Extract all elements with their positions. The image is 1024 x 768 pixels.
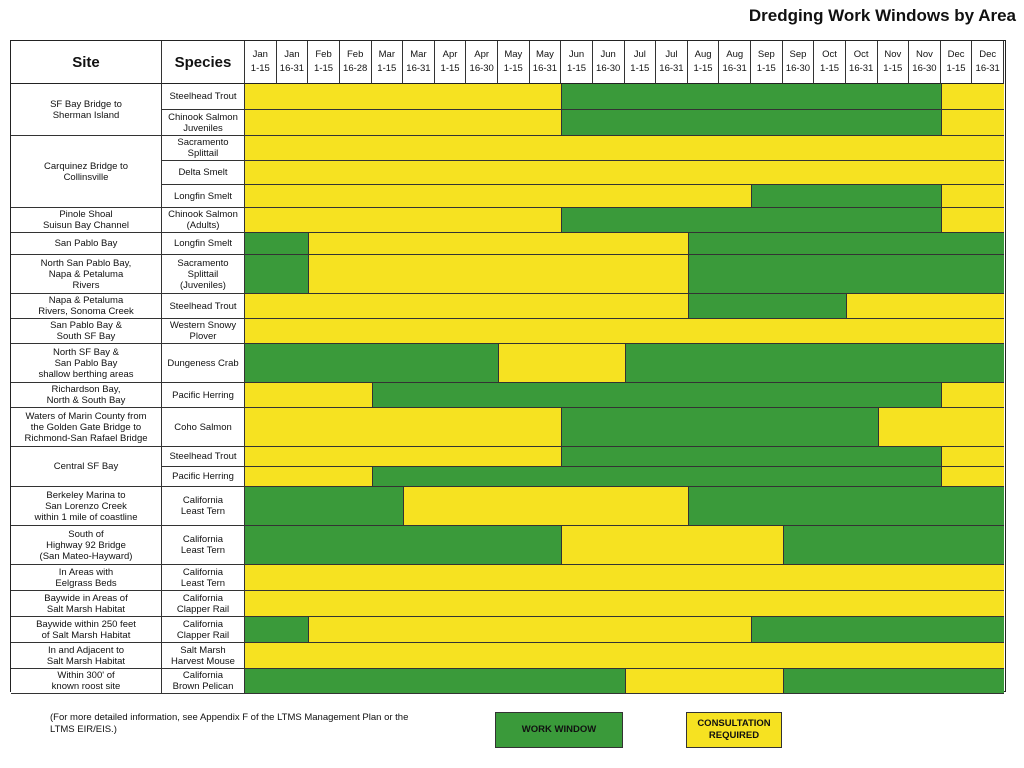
period-month: Dec bbox=[979, 49, 997, 60]
consultation-bar bbox=[245, 319, 1004, 344]
period-days: 16-31 bbox=[406, 63, 431, 74]
site-label: North San Pablo Bay, Napa & Petaluma Rivers bbox=[40, 257, 132, 291]
period-month: Feb bbox=[347, 49, 364, 60]
site-cell bbox=[11, 408, 162, 447]
consultation-bar bbox=[245, 591, 1004, 617]
period-header bbox=[719, 41, 751, 84]
work-window-bar bbox=[245, 669, 625, 694]
period-header bbox=[593, 41, 625, 84]
consultation-bar bbox=[245, 84, 561, 110]
species-label: Steelhead Trout bbox=[169, 91, 237, 102]
period-header bbox=[277, 41, 309, 84]
consultation-bar bbox=[245, 208, 561, 233]
period-month: Jul bbox=[633, 49, 646, 60]
consultation-bar bbox=[941, 185, 1004, 208]
species-cell bbox=[162, 487, 245, 526]
period-month: Oct bbox=[853, 49, 869, 60]
period-month: Apr bbox=[442, 49, 458, 60]
period-header bbox=[878, 41, 910, 84]
species-cell bbox=[162, 617, 245, 643]
consultation-bar bbox=[941, 447, 1004, 467]
work-window-bar bbox=[688, 294, 846, 319]
consultation-bar bbox=[245, 110, 561, 136]
species-label: Sacramento Splittail (Juveniles) bbox=[177, 257, 229, 291]
site-label: Baywide in Areas of Salt Marsh Habitat bbox=[44, 592, 128, 615]
period-header bbox=[435, 41, 467, 84]
period-header bbox=[972, 41, 1004, 84]
consultation-bar bbox=[941, 208, 1004, 233]
period-days: 16-30 bbox=[785, 63, 811, 74]
species-cell bbox=[162, 84, 245, 110]
consultation-bar bbox=[941, 467, 1004, 487]
period-month: Feb bbox=[315, 49, 332, 60]
work-window-bar bbox=[751, 185, 941, 208]
work-window-bar bbox=[245, 344, 498, 383]
work-window-bar bbox=[372, 467, 941, 487]
work-window-bar bbox=[561, 110, 941, 136]
period-days: 1-15 bbox=[630, 63, 650, 74]
period-days: 16-31 bbox=[722, 63, 747, 74]
site-cell bbox=[11, 383, 162, 408]
site-label: SF Bay Bridge to Sherman Island bbox=[50, 98, 122, 121]
consultation-bar bbox=[245, 383, 372, 408]
period-month: Nov bbox=[915, 49, 933, 60]
species-label: Steelhead Trout bbox=[169, 300, 237, 312]
site-cell bbox=[11, 233, 162, 255]
species-label: Sacramento Splittail bbox=[177, 137, 229, 159]
period-days: 16-31 bbox=[659, 63, 684, 74]
site-label: Within 300' of known roost site bbox=[51, 670, 121, 692]
period-days: 1-15 bbox=[693, 63, 713, 74]
species-cell bbox=[162, 447, 245, 467]
species-cell bbox=[162, 467, 245, 487]
species-cell bbox=[162, 136, 245, 161]
period-month: Dec bbox=[947, 49, 965, 60]
consultation-bar bbox=[245, 467, 372, 487]
period-header bbox=[814, 41, 846, 84]
site-cell bbox=[11, 208, 162, 233]
period-header bbox=[625, 41, 657, 84]
consultation-bar bbox=[403, 487, 688, 526]
period-header bbox=[498, 41, 530, 84]
species-label: Salt Marsh Harvest Mouse bbox=[171, 644, 235, 667]
period-month: Sep bbox=[757, 49, 775, 60]
period-header bbox=[403, 41, 435, 84]
period-days: 16-30 bbox=[596, 63, 621, 74]
consultation-bar bbox=[561, 526, 782, 565]
species-label: Pacific Herring bbox=[172, 471, 234, 482]
site-cell bbox=[11, 565, 162, 591]
period-month: May bbox=[535, 49, 554, 60]
work-window-bar bbox=[561, 84, 941, 110]
period-header bbox=[688, 41, 720, 84]
species-cell bbox=[162, 643, 245, 669]
species-cell bbox=[162, 319, 245, 344]
consultation-bar bbox=[308, 617, 751, 643]
period-month: Mar bbox=[378, 49, 395, 60]
site-cell bbox=[11, 294, 162, 319]
period-header bbox=[909, 41, 941, 84]
period-header bbox=[530, 41, 562, 84]
period-days: 1-15 bbox=[820, 63, 840, 74]
period-days: 1-15 bbox=[883, 63, 903, 74]
consultation-bar bbox=[308, 255, 688, 294]
site-label: In Areas with Eelgrass Beds bbox=[55, 566, 117, 589]
work-window-bar bbox=[561, 208, 941, 233]
period-days: 1-15 bbox=[440, 63, 460, 74]
site-cell bbox=[11, 591, 162, 617]
site-label: Carquinez Bridge to Collinsville bbox=[44, 160, 128, 183]
period-month: Oct bbox=[822, 49, 837, 60]
work-window-bar bbox=[561, 408, 877, 447]
site-cell bbox=[11, 136, 162, 208]
work-window-bar bbox=[372, 383, 941, 408]
species-cell bbox=[162, 110, 245, 136]
period-month: Jan bbox=[284, 49, 300, 60]
period-month: Mar bbox=[410, 49, 427, 60]
period-header bbox=[561, 41, 593, 84]
species-label: Chinook Salmon Juveniles bbox=[168, 111, 238, 134]
work-window-bar bbox=[245, 233, 308, 255]
site-cell bbox=[11, 319, 162, 344]
work-window-bar bbox=[245, 487, 403, 526]
species-cell bbox=[162, 255, 245, 294]
period-days: 16-30 bbox=[469, 63, 494, 74]
species-label: California Brown Pelican bbox=[172, 670, 234, 692]
species-label: Delta Smelt bbox=[178, 167, 228, 178]
species-cell bbox=[162, 526, 245, 565]
site-label: Central SF Bay bbox=[53, 461, 119, 472]
work-window-grid bbox=[10, 40, 1006, 692]
work-window-bar bbox=[245, 526, 561, 565]
species-cell bbox=[162, 161, 245, 185]
consultation-bar bbox=[941, 84, 1004, 110]
site-label: Baywide within 250 feet of Salt Marsh Habitat bbox=[36, 618, 136, 641]
site-label: North SF Bay & San Pablo Bay shallow berthing areas bbox=[38, 346, 134, 380]
consultation-bar bbox=[846, 294, 1004, 319]
period-header bbox=[751, 41, 783, 84]
legend-work-window: WORK WINDOW bbox=[495, 712, 623, 748]
period-days: 1-15 bbox=[503, 63, 523, 74]
period-month: Aug bbox=[726, 49, 744, 60]
period-days: 1-15 bbox=[756, 63, 776, 74]
work-window-bar bbox=[688, 233, 1004, 255]
site-header-label: Site bbox=[72, 53, 100, 71]
consultation-bar bbox=[245, 294, 688, 319]
species-cell bbox=[162, 383, 245, 408]
species-label: California Clapper Rail bbox=[176, 618, 230, 641]
site-label: Waters of Marin County from the Golden Gate Bridge to Richmond-San Rafael Bridge bbox=[24, 410, 148, 444]
period-month: Jun bbox=[568, 49, 585, 60]
period-days: 16-28 bbox=[343, 63, 368, 74]
site-label: Berkeley Marina to San Lorenzo Creek within 1 mile of coastline bbox=[34, 489, 138, 523]
species-label: California Least Tern bbox=[180, 566, 226, 589]
species-label: Pacific Herring bbox=[172, 389, 234, 401]
work-window-bar bbox=[245, 617, 308, 643]
site-cell bbox=[11, 487, 162, 526]
site-label: Richardson Bay, North & South Bay bbox=[46, 384, 126, 406]
species-label: Coho Salmon bbox=[174, 421, 232, 433]
period-header bbox=[466, 41, 498, 84]
species-cell bbox=[162, 669, 245, 694]
site-label: Pinole Shoal Suisun Bay Channel bbox=[42, 209, 130, 231]
period-days: 16-31 bbox=[532, 63, 558, 74]
period-month: Aug bbox=[694, 49, 712, 60]
site-cell bbox=[11, 447, 162, 487]
period-days: 16-31 bbox=[279, 63, 305, 74]
site-cell bbox=[11, 617, 162, 643]
site-label: Napa & Petaluma Rivers, Sonoma Creek bbox=[38, 295, 134, 317]
consultation-bar bbox=[625, 669, 783, 694]
work-window-bar bbox=[783, 669, 1004, 694]
species-label: Chinook Salmon (Adults) bbox=[168, 209, 238, 231]
species-label: Longfin Smelt bbox=[173, 190, 233, 202]
site-cell bbox=[11, 255, 162, 294]
work-window-bar bbox=[625, 344, 1005, 383]
legend-consultation-required bbox=[686, 712, 782, 748]
consultation-bar bbox=[245, 408, 561, 447]
site-cell bbox=[11, 84, 162, 136]
site-label: San Pablo Bay & South SF Bay bbox=[50, 320, 122, 342]
site-cell bbox=[11, 526, 162, 565]
species-label: California Least Tern bbox=[180, 495, 226, 517]
site-label: In and Adjacent to Salt Marsh Habitat bbox=[46, 644, 126, 667]
period-days: 1-15 bbox=[377, 63, 397, 74]
period-header bbox=[372, 41, 404, 84]
species-cell bbox=[162, 344, 245, 383]
species-header-label: Species bbox=[174, 53, 232, 71]
consultation-bar bbox=[308, 233, 688, 255]
period-header bbox=[340, 41, 372, 84]
period-header bbox=[941, 41, 973, 84]
period-header bbox=[308, 41, 340, 84]
consultation-bar bbox=[941, 110, 1004, 136]
consultation-bar bbox=[245, 161, 1004, 185]
species-label: Steelhead Trout bbox=[169, 451, 237, 462]
species-cell bbox=[162, 185, 245, 208]
period-days: 1-15 bbox=[567, 63, 587, 74]
period-days: 16-31 bbox=[849, 63, 874, 74]
period-days: 16-30 bbox=[912, 63, 937, 74]
period-days: 16-31 bbox=[975, 63, 1000, 74]
period-header bbox=[783, 41, 815, 84]
period-month: May bbox=[504, 49, 523, 60]
species-label: Dungeness Crab bbox=[167, 357, 239, 369]
period-month: Nov bbox=[884, 49, 902, 60]
period-days: 1-15 bbox=[946, 63, 966, 74]
site-cell bbox=[11, 643, 162, 669]
site-cell bbox=[11, 344, 162, 383]
work-window-bar bbox=[245, 255, 308, 294]
period-month: Jun bbox=[600, 49, 616, 60]
consultation-bar bbox=[878, 408, 1005, 447]
species-cell bbox=[162, 591, 245, 617]
period-header bbox=[245, 41, 277, 84]
site-label: San Pablo Bay bbox=[54, 238, 118, 249]
footnote: (For more detailed information, see Appendix F of the LTMS Management Plan or the LTMS EIR/EIS.) bbox=[50, 712, 409, 735]
consultation-bar bbox=[245, 185, 751, 208]
consultation-bar bbox=[245, 565, 1004, 591]
work-window-bar bbox=[783, 526, 1004, 565]
period-days: 1-15 bbox=[250, 63, 270, 74]
period-header bbox=[846, 41, 878, 84]
species-label: Western Snowy Plover bbox=[169, 320, 237, 342]
species-label: Longfin Smelt bbox=[173, 238, 233, 249]
site-cell bbox=[11, 669, 162, 694]
period-month: Jul bbox=[665, 49, 678, 60]
consultation-bar bbox=[245, 447, 561, 467]
work-window-bar bbox=[751, 617, 1004, 643]
work-window-bar bbox=[688, 487, 1004, 526]
period-month: Jan bbox=[252, 49, 268, 60]
consultation-bar bbox=[245, 643, 1004, 669]
species-cell bbox=[162, 565, 245, 591]
species-cell bbox=[162, 408, 245, 447]
consultation-bar bbox=[941, 383, 1004, 408]
species-cell bbox=[162, 233, 245, 255]
species-column-header bbox=[162, 41, 245, 84]
site-column-header bbox=[11, 41, 162, 84]
legend-consultation-label: CONSULTATION REQUIRED bbox=[697, 718, 771, 741]
period-days: 1-15 bbox=[314, 63, 334, 74]
period-header bbox=[656, 41, 688, 84]
work-window-bar bbox=[688, 255, 1004, 294]
page-title: Dredging Work Windows by Area bbox=[748, 6, 1016, 25]
site-label: South of Highway 92 Bridge (San Mateo-Hayward) bbox=[39, 528, 133, 562]
work-window-bar bbox=[561, 447, 941, 467]
period-month: Sep bbox=[789, 49, 807, 60]
consultation-bar bbox=[245, 136, 1004, 161]
species-label: California Least Tern bbox=[180, 534, 226, 556]
species-cell bbox=[162, 208, 245, 233]
consultation-bar bbox=[498, 344, 625, 383]
period-month: Apr bbox=[474, 49, 490, 60]
species-label: California Clapper Rail bbox=[176, 592, 230, 615]
species-cell bbox=[162, 294, 245, 319]
